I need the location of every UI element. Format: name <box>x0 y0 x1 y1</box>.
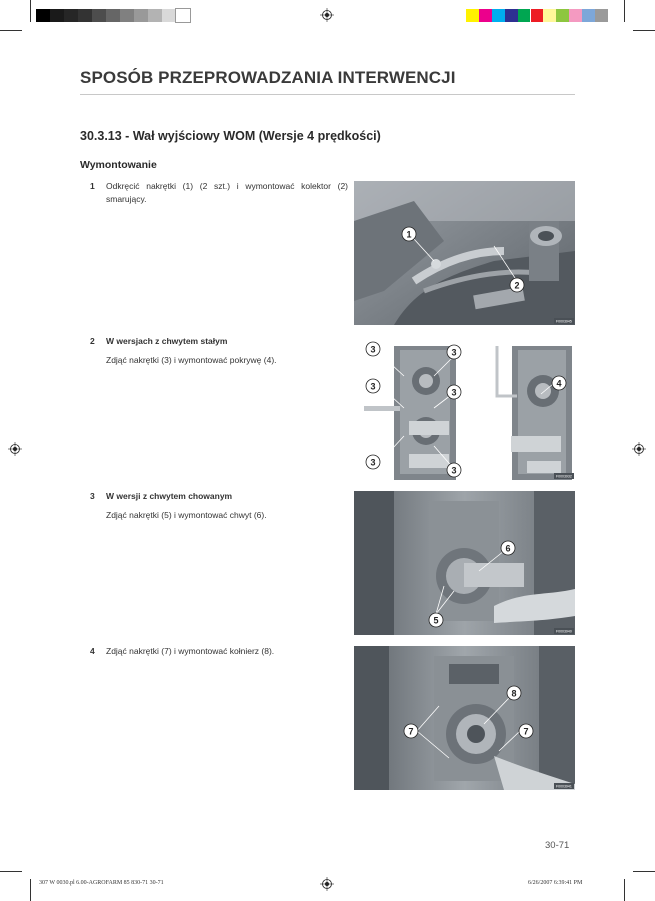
color-swatch <box>148 9 162 22</box>
color-swatch <box>92 9 106 22</box>
color-swatch <box>531 9 544 22</box>
color-swatch <box>120 9 134 22</box>
callout-3: 3 <box>370 457 376 468</box>
callout-3: 3 <box>451 347 457 358</box>
color-swatch <box>505 9 518 22</box>
color-swatch <box>492 9 505 22</box>
step-text: Zdjąć nakrętki (7) i wymontować kołnierz (8). <box>106 646 275 656</box>
registration-mark-icon <box>320 877 334 891</box>
crop-mark <box>30 879 31 901</box>
step-heading: W wersji z chwytem chowanym <box>106 491 233 501</box>
color-swatch <box>106 9 120 22</box>
color-swatch <box>518 9 531 22</box>
callout-3: 3 <box>370 344 376 355</box>
callout-7: 7 <box>523 726 529 737</box>
step-number: 4 <box>90 646 95 656</box>
image-code: F0003932 <box>556 474 572 479</box>
crop-mark <box>30 0 31 22</box>
color-swatch <box>64 9 78 22</box>
crop-mark <box>624 0 625 22</box>
color-swatch <box>556 9 569 22</box>
page-title: SPOSÓB PRZEPROWADZANIA INTERWENCJI <box>80 68 456 87</box>
callout-2: 2 <box>514 280 520 291</box>
callout-1: 1 <box>406 229 412 240</box>
callout-6: 6 <box>505 543 511 554</box>
crop-mark <box>633 30 655 31</box>
color-swatch <box>569 9 582 22</box>
image-code: F0003941 <box>556 784 572 789</box>
crop-mark <box>0 871 22 872</box>
registration-mark-icon <box>8 442 22 456</box>
color-swatch <box>466 9 479 22</box>
section-title: 30.3.13 - Wał wyjściowy WOM (Wersje 4 prędkości) <box>80 129 381 143</box>
callout-3: 3 <box>370 381 376 392</box>
color-swatch <box>134 9 148 22</box>
crop-mark <box>633 871 655 872</box>
step-1-photo <box>354 181 575 325</box>
color-swatch <box>479 9 492 22</box>
callout-3: 3 <box>451 387 457 398</box>
callout-3: 3 <box>451 465 457 476</box>
step-4-photo <box>354 646 575 790</box>
color-swatch <box>595 9 608 22</box>
callout-5: 5 <box>433 615 439 626</box>
step-text: Zdjąć nakrętki (5) i wymontować chwyt (6). <box>106 510 267 520</box>
step-3-photo <box>354 491 575 635</box>
color-swatch <box>582 9 595 22</box>
step-text: Odkręcić nakrętki (1) (2 szt.) i wymontować kolektor (2) smarujący. <box>106 181 348 204</box>
callout-4: 4 <box>556 378 562 389</box>
print-slug-left: 307 W 0030.pl 6.00-AGROFARM 85 830-71 30-71 <box>39 880 164 886</box>
registration-mark-icon <box>320 8 334 22</box>
page-number: 30-71 <box>545 840 570 851</box>
step-2-photo-right <box>467 336 575 480</box>
callout-8: 8 <box>511 688 517 699</box>
color-swatch <box>36 9 50 22</box>
step-number: 1 <box>90 181 95 191</box>
step-text: Zdjąć nakrętki (3) i wymontować pokrywę (4). <box>106 355 277 365</box>
registration-mark-icon <box>632 442 646 456</box>
color-swatch <box>78 9 92 22</box>
step-heading: W wersjach z chwytem stałym <box>106 336 228 346</box>
crop-mark <box>624 879 625 901</box>
color-swatch <box>162 9 176 22</box>
crop-mark <box>0 30 22 31</box>
title-divider <box>80 94 575 95</box>
step-number: 2 <box>90 336 95 346</box>
print-slug-right: 6/26/2007 6:39:41 PM <box>528 880 583 886</box>
step-number: 3 <box>90 491 95 501</box>
step-2-photo-left <box>354 336 462 480</box>
section-subtitle: Wymontowanie <box>80 159 157 171</box>
color-swatch <box>543 9 556 22</box>
image-code: F0003940 <box>556 629 572 634</box>
callout-7: 7 <box>408 726 414 737</box>
color-swatch <box>176 9 190 22</box>
color-swatch <box>50 9 64 22</box>
image-code: F0003945 <box>556 319 572 324</box>
